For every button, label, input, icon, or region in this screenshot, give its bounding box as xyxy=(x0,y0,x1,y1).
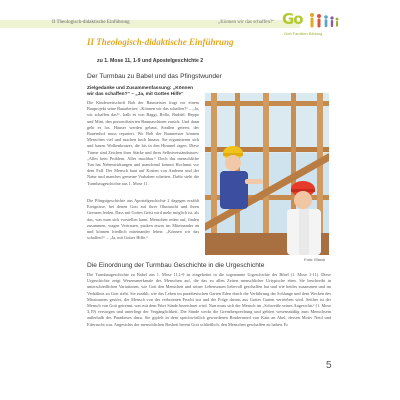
main-heading: Der Turmbau zu Babel und das Pfingstwunder xyxy=(87,73,222,80)
section-heading-urgeschichte: Die Einordnung der Turmbau Geschichte in die Urgeschichte xyxy=(87,262,265,269)
photo-construction-workers xyxy=(205,93,329,255)
running-header-left: II Theologisch-didaktische Einführung xyxy=(52,20,130,25)
goal-subheading: Zielgedanke und Zusammenfassung: „Können wir das schaffen?“ – „Ja, mit Gottes Hilfe“ xyxy=(87,86,194,98)
logo-word: Go xyxy=(282,10,303,28)
pentecost-paragraph: Die Pfingstgeschichte aus Apostelgeschichte 2 dagegen erzählt Ereignisse, bei denen Gott auf ihrer Ohnmacht und ihren Grenzen leiden. Dass mit Gottes Geist wird mehr möglich ist, als das, was man sich vorstellen kann. Menschen reden auf, finden zusammen, wagen Vertrauen, packen etwas im Miteinander an und können friedlich miteinander leben: „Können wir das schaffen?“ – „Ja, mit Gottes Hilfe.“ xyxy=(87,198,199,241)
page-number: 5 xyxy=(326,360,332,371)
intro-paragraph: Die Kinderzeitschrift Bob der Baumeister fragt vor einem Bauprojekt seine Bauarbeiter: „Können wir das schaffen?“ – „Ja, wir schaffen das!“, hallt es von Baggi, Rollo, Buddel, Heppo und Mini, den personifizierten Baumaschinen zurück. Und dann geht es los. Häuser werden gebaut, Straßen geteert, der Bauernhof muss repariert. Wo Bob der Baumeister können Menschen viel und machen hoch hinaus. Sie organisieren sich und bauen Wolkenkratzer, die bis in den Himmel ragen. Diese Türme sind Zeichen ihrer Stärke und ihres Selbstverständnisses: „Alles kein Problem. Alles machbar.“ Doch das menschliche Tun hat Nebenwirkungen und manchmal kommt Hochmut vor dem Fall. Der Mensch baut auf Kosten von Anderen und der Natur und manches gemeine Vorhaben scheitert. Dafür steht die Turmbaugeschichte aus 1. Mose 11. xyxy=(87,100,199,186)
running-header-right: „Können wir das schaffen?“ xyxy=(218,20,275,25)
family-figures-icon xyxy=(308,12,340,30)
scripture-subtitle: zu 1. Mose 11, 1-9 und Apostelgeschichte 2 xyxy=(97,58,204,64)
photo-caption: Foto: iStock xyxy=(304,257,326,262)
section-title: II Theologisch-didaktische Einführung xyxy=(87,37,234,47)
publisher-logo xyxy=(282,10,342,40)
urgeschichte-paragraph: Die Turmbaugeschichte zu Babel aus 1. Mose 11,1-9 ist eingebettet in die sogenannte Urgeschichte der Bibel (1. Mose 1-11). Diese Urgeschichte zeigt Wesensmerkmale des Menschen auf, die das zu allen Zeiten menschlicher Urtypische eben. Sie beschreibt in unterschiedlichen Variationen, wie Gott den Menschen und seiner Lebensraum liebevoll geschaffen hat und wie beides zusammen und im Verhältnis zu Gott steht. Sie erzählt, wie das Leben im paradiesischen Garten Eden durch die Verführung der Schlange und dem Wecken des Misstrauens gestört, der Mensch von der verbotenen Frucht isst und die Folge daraus aus Gottes Garten vertrieben wird. Seither ist der Mensch von Gott getrennt, was mit dem Wort Sünde bezeichnet wird. Nun muss sich der Mensch im „Schweiße seines Angesichts“ (1. Mose 3,19) versorgen und unterliegt der Vergänglichkeit. Die Sünde weckt die Grenzbesprechung und gebiert wesensmäßig zum Menschsein außerhalb des Paradieses dazu. Sie gipfelt in dem sprichwörtlich gewordenen Brudermord von Kain an Abel, dessen Motiv Neid und Eifersucht war. Angesichts der menschlichen Bosheit bereut Gott schließlich, den Menschen geschaffen zu haben. Er xyxy=(87,272,331,327)
logo-subtitle: Gott Familien Bildung xyxy=(284,31,323,36)
construction-photo-image xyxy=(205,93,329,255)
